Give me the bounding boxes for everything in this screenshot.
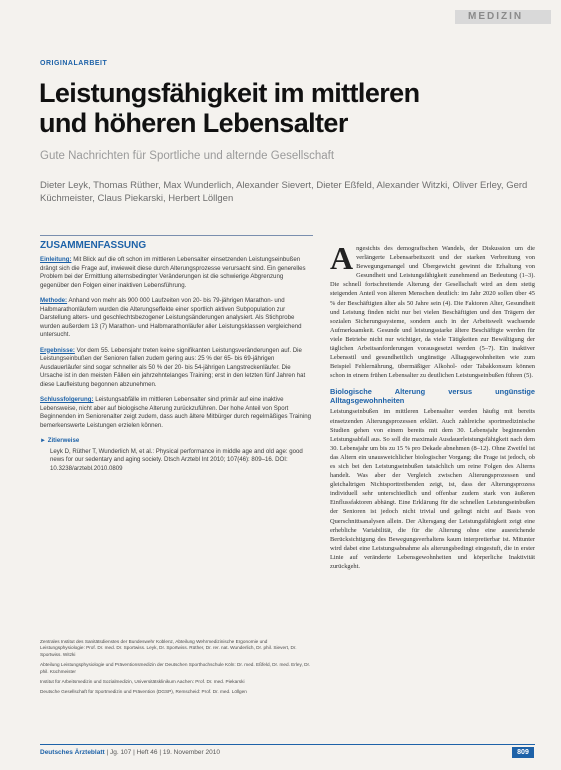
abstract-intro (40, 256, 313, 290)
section-label: MEDIZIN (468, 11, 524, 22)
abstract-conclusion (40, 396, 313, 430)
affiliations (40, 639, 313, 700)
abstract-methods-text: Anhand von mehr als 900 000 Laufzeiten von 20- bis 79-jährigen Marathon- und Halbmarathonläufern wurden die Alterungseffekte einer sportlich aktiven Subpopulation zur Darstellung alters- und geschlechtsbezogener Leistungsänderungen analysiert. Als Stichprobe wurden außerdem 13 (7) Marathon- und Halbmarathonläufer aller Leistungsklassen vergleichend untersucht. (40, 297, 302, 338)
abstract-methods-label: Methode: (40, 297, 68, 304)
citation-heading: ► Zitierweise (40, 437, 80, 444)
issue-info: | Jg. 107 | Heft 46 | 19. November 2010 (106, 749, 220, 756)
author-list: Dieter Leyk, Thomas Rüther, Max Wunderlich, Alexander Sievert, Dieter Eßfeld, Alexander Witzki, Oliver Erley, Gerd Küchmeister, Claus Piekarski, Herbert Löllgen (40, 180, 528, 204)
title-line-1: Leistungsfähigkeit im mittleren (39, 78, 420, 108)
page-number: 809 (512, 747, 534, 758)
body-paragraph: Leistungseinbußen im mittleren Lebensalter werden häufig mit bereits einsetzenden Alterungsprozessen erklärt. Auch zahlreiche sportmedizinische Studien gehen von einem bereits mit dem 30. Lebensjahr beginnenden Leistungsabfall aus. So soll die maximale Ausdauerleistungsfähigkeit nach dem 30. Lebensjahr um bis zu 15 % pro Dekade abnehmen (8–12). Ohne Zweifel ist das Altern ein unausweichlicher biologischer Vorgang; die Frage ist jedoch, ob es sich bei den Leistungseinbußen tatsächlich um reine Folgen des Alterns handelt. Was aber der Vergleich zwischen Alterungsprozessen und gleichaltrigen Nichtsporttreibenden zeigt, ist, dass der Alterungsprozess individuell sehr unterschiedlich und offenbar zudem stark von äußeren Einflussfaktoren abhängt. Eine Erklärung für die schnellen Leistungseinbußen der Senioren ist jedoch nicht trivial und gelingt nicht auf Basis von Querschnittsanalysen allein. Der Altersgang der Leistungsfähigkeit zeigt eine erhebliche Variabilität, die für die Alterung ohne eine ausreichende Berücksichtigung des Bewegungsverhaltens kaum interpretierbar ist. Mitunter wird dabei eine Leistungsabnahme als alterungsbedingt eingestuft, die in erster Linie auf veränderte Lebensgewohnheiten und körperliche Inaktivität zurückgeht. (330, 408, 535, 570)
abstract-results-text: Vor dem 55. Lebensjahr treten keine signifikanten Leistungsveränderungen auf. Die Leistungseinbußen der Senioren fallen zudem gering aus: 25 % der 65- bis 69-jährigen Ausdauerläufer sind sogar schneller als 50 % der 20- bis 54-jährigen Langstreckenläufer. Die Ursache ist in den meisten Fällen ein jahrzehntelanges Training; erst in den letzten fünf Jahren hat diese Laufleistung begonnen abzunehmen. (40, 346, 306, 388)
body-text-column (330, 240, 535, 571)
abstract-box (40, 256, 313, 473)
affiliation-item: Abteilung Leistungsphysiologie und Präventionsmedizin der Deutschen Sporthochschule Köln: Dr. med. Eßfeld, Dr. med. Erley, Dr. phil. Küchmeister (40, 662, 311, 674)
page-footer (40, 749, 220, 756)
drop-cap: A (330, 240, 354, 276)
abstract-rule (40, 235, 313, 236)
article-title (39, 78, 519, 138)
affiliation-item: Deutsche Gesellschaft für Sportmedizin und Prävention (DGSP), Remscheid: Prof. Dr. med. Löllgen (40, 689, 247, 695)
article-kicker: ORIGINALARBEIT (40, 60, 108, 67)
article-subtitle: Gute Nachrichten für Sportliche und alternde Gesellschaft (40, 150, 335, 162)
journal-name: Deutsches Ärzteblatt (40, 749, 105, 756)
abstract-methods (40, 297, 313, 340)
abstract-heading: ZUSAMMENFASSUNG (40, 240, 147, 251)
title-line-2: und höheren Lebensalter (39, 108, 348, 138)
affiliation-item: Zentrales Institut des Sanitätsdienstes der Bundeswehr Koblenz, Abteilung Wehrmedizinische Ergonomie und Leistungsphysiologie: Prof. Dr. med. Dr. Sportwiss. Leyk, Dr. Sportwiss. Rüther, Dr. rer. nat. Wunderlich, Dr. phil. Sievert, Dr. Sportwiss. Witzki (40, 639, 297, 657)
abstract-intro-text: Mit Blick auf die oft schon im mittleren Lebensalter einsetzenden Leistungseinbußen drängt sich die Frage auf, inwieweit diese durch Alterungsprozesse verursacht sind. Ein generelles Problem bei der Ermittlung alternsbedingter Veränderungen ist die schwierige Abgrenzung gegenüber den Folgen einer inaktiven Lebensführung. (40, 256, 306, 289)
abstract-conclusion-text: Leistungsabfälle im mittleren Lebensalter sind primär auf eine inaktive Lebensweise, nicht aber auf biologische Alterung zurückzuführen. Der hohe Anteil von Sport Beginnenden im Seniorenalter zeigt zudem, dass auch ältere Mitbürger durch regelmäßiges Training bemerkenswerte Leistungen erzielen können. (40, 396, 311, 429)
footer-rule (40, 744, 535, 745)
citation-text: Leyk D, Rüther T, Wunderlich M, et al.: Physical performance in middle age and old age: good news for our sedentary and aging society. Dtsch Arztebl Int 2010; 107(46): 809–16. DOI: 10.3238/arztebl.2010.0809 (50, 447, 303, 472)
abstract-intro-label: Einleitung: (40, 256, 72, 263)
body-subheading: Biologische Alterung versus ungünstige Alltagsgewohnheiten (330, 387, 535, 406)
abstract-conclusion-label: Schlussfolgerung: (40, 396, 94, 403)
body-paragraph (330, 240, 535, 380)
abstract-results (40, 347, 313, 390)
citation-label: Zitierweise (47, 437, 80, 444)
affiliation-item: Institut für Arbeitsmedizin und Sozialmedizin, Universitätsklinikum Aachen: Prof. Dr. med. Piekarski (40, 679, 245, 685)
body-paragraph-1-text: ngesichts des demografischen Wandels, der Diskussion um die verlängerte Lebensarbeitszeit und der starken Verbreitung von Bewegungsmangel und Übergewicht gewinnt die Erhaltung von Gesundheit und Leistungsfähigkeit zunehmend an Bedeutung (1–3). Die schnell fortschreitende Alterung der Gesellschaft wird an dem stetig steigenden Anteil von älteren Menschen deutlich: im Jahr 2020 sollen über 45 % der Beschäftigten älter als 50 Jahre sein (4). Die Faktoren Alter, Gesundheit und Leistung finden nicht nur bei vielen Beschäftigten und den Trägern der sozialen Sicherungssysteme, sondern auch in der Arbeitswelt wachsende Aufmerksamkeit. Gesunde und leistungsstarke ältere Beschäftigte werden für viele Betriebe nicht nur wichtiger, da viele Tätigkeiten zur Bewältigung der täglichen Arbeitsanforderungen vorausgesetzt werden (5–7). Ein inaktiver Lebensstil und gesundheitlich ungünstige Alltagsgewohnheiten wie zum Beispiel Fehlernährung, übermäßiger Alkohol- oder Tabakkonsum können schon in einem frühen Lebensalter zu deutlichen Leistungseinbußen führen (5). (330, 245, 535, 380)
abstract-results-label: Ergebnisse: (40, 346, 75, 354)
